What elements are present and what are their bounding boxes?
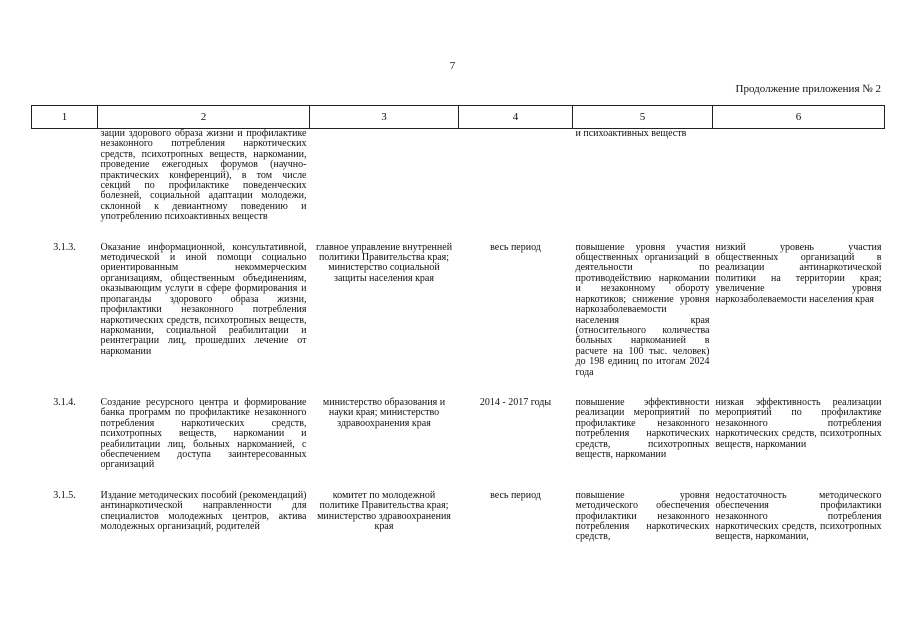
header-col-3: 3	[310, 106, 459, 129]
executor-cell: главное управление внутренней политики Правительства края; министерство социальной защиты населения края	[315, 241, 453, 284]
period-cell: 2014 - 2017 годы	[479, 396, 552, 408]
header-col-4: 4	[459, 106, 573, 129]
row-number: 3.1.4.	[53, 396, 76, 408]
result-cell: повышение уровня методического обеспечения профилактики незаконного потребления наркотических средств,	[575, 489, 710, 543]
period-cell: весь период	[490, 489, 541, 501]
table-row	[32, 491, 885, 543]
table-header-row	[32, 106, 885, 129]
measure-cell: Создание ресурсного центра и формирование банка программ по профилактике незаконного потребления наркотических средств, психотропных веществ, наркомании и реабилитации лиц, больных наркоманией, с обеспечением доступа заинтересованных организаций	[100, 396, 307, 471]
table-row	[32, 129, 885, 223]
period-cell	[459, 129, 573, 223]
continuation-label: Продолжение приложения № 2	[735, 83, 881, 95]
measure-cell: Оказание информационной, консультативной, методической и иной помощи социально ориентированным некоммерческим организациям, общественным объединениям, оказывающим услуги в сфере формирования и пропаганды здорового образа жизни, профилактики незаконного потребления наркотических средств, психотропных веществ, наркомании, социальной реабилитации и реинтеграции лиц, прошедших лечение от наркомании	[100, 241, 307, 357]
result-cell: повышение эффективности реализации мероприятий по профилактике незаконного потребления наркотических средств, психотропных веществ, наркомании	[575, 396, 710, 460]
page-number: 7	[449, 60, 456, 72]
consequence-cell	[713, 129, 885, 223]
table-row	[32, 398, 885, 471]
row-spacer	[32, 223, 885, 243]
row-spacer	[32, 378, 885, 398]
period-cell: весь период	[490, 241, 541, 253]
header-col-6: 6	[713, 106, 885, 129]
header-col-2: 2	[98, 106, 310, 129]
row-number	[32, 129, 98, 223]
measure-cell: зации здорового образа жизни и профилактике незаконного потребления наркотических средств, психотропных веществ, наркомании, проведение ежегодных форумов (научно-практических конференций), в том числе секций по профилактике поведенческих болезней, социальной адаптации молодежи, склонной к девиантному поведению и употреблению психоактивных веществ	[100, 128, 307, 223]
row-spacer	[32, 471, 885, 491]
row-number: 3.1.5.	[53, 489, 76, 501]
consequence-cell: недостаточность методического обеспечения профилактики незаконного потребления наркотических средств, психотропных веществ, наркомании,	[715, 489, 882, 543]
appendix-table	[31, 105, 885, 543]
result-cell: повышение уровня участия общественных организаций в деятельности по противодействию наркомании и незаконному обороту наркотиков; снижение уровня наркозаболеваемости населения края (относительного количества больных наркоманией в расчете на 100 тыс. человек) до 198 единиц по итогам 2024 года	[575, 241, 710, 378]
executor-cell: министерство образования и науки края; министерство здравоохранения края	[322, 396, 446, 429]
measure-cell: Издание методических пособий (рекомендаций) антинаркотической направленности для специалистов молодежных центров, актива молодежных организаций, родителей	[100, 489, 307, 532]
consequence-cell: низкая эффективность реализации мероприятий по профилактике незаконного потребления наркотических средств, психотропных веществ, наркомании	[715, 396, 882, 450]
header-col-5: 5	[573, 106, 713, 129]
consequence-cell: низкий уровень участия общественных организаций в реализации антинаркотической политики на территории края; увеличение уровня наркозаболеваемости населения края	[715, 241, 882, 305]
header-col-1: 1	[32, 106, 98, 129]
table-row	[32, 243, 885, 378]
result-cell: и психоактивных веществ	[575, 128, 687, 139]
row-number: 3.1.3.	[53, 241, 76, 253]
executor-cell: комитет по молодежной политике Правительства края; министерство здравоохранения края	[317, 489, 451, 532]
executor-cell	[310, 129, 459, 223]
